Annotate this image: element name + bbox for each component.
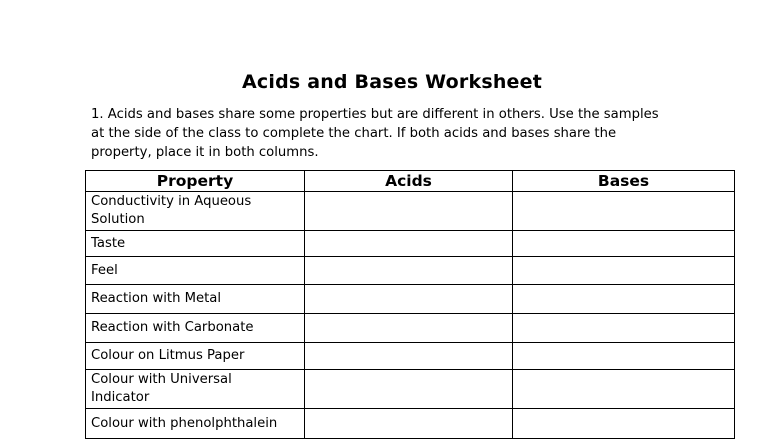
- header-property: Property: [86, 171, 305, 192]
- acids-cell[interactable]: [305, 314, 513, 343]
- table-row: [86, 409, 735, 439]
- property-cell: [86, 192, 305, 231]
- property-label: Colour with phenolphthalein: [91, 415, 278, 431]
- table-row: [86, 192, 735, 231]
- bases-cell[interactable]: [513, 343, 735, 370]
- bases-cell[interactable]: [513, 409, 735, 439]
- acids-cell[interactable]: [305, 257, 513, 285]
- bases-cell[interactable]: [513, 285, 735, 314]
- table-row: [86, 231, 735, 257]
- acids-cell[interactable]: [305, 285, 513, 314]
- properties-chart: [85, 170, 735, 439]
- acids-cell[interactable]: [305, 370, 513, 409]
- property-label: Colour with Universal: [91, 372, 232, 387]
- property-cell: [86, 343, 305, 370]
- instructions-line: 1. Acids and bases share some properties but are different in others. Use the samples: [91, 107, 659, 122]
- acids-cell[interactable]: [305, 343, 513, 370]
- property-cell: [86, 285, 305, 314]
- property-label: Taste: [91, 235, 126, 251]
- property-label: Indicator: [91, 390, 150, 405]
- bases-cell[interactable]: [513, 257, 735, 285]
- property-label: Feel: [91, 262, 118, 278]
- property-cell: [86, 314, 305, 343]
- instructions-line: at the side of the class to complete the chart. If both acids and bases share the: [91, 126, 617, 141]
- table-row: [86, 370, 735, 409]
- instructions: [91, 105, 701, 162]
- acids-cell[interactable]: [305, 192, 513, 231]
- property-label: Reaction with Carbonate: [91, 320, 254, 335]
- acids-cell[interactable]: [305, 231, 513, 257]
- property-label: Colour on Litmus Paper: [91, 348, 245, 363]
- bases-cell[interactable]: [513, 370, 735, 409]
- header-acids: Acids: [305, 171, 513, 192]
- header-row: [86, 171, 735, 192]
- property-cell: [86, 257, 305, 285]
- property-cell: [86, 409, 305, 439]
- property-label: Solution: [91, 212, 145, 227]
- header-bases: Bases: [513, 171, 735, 192]
- property-label: Reaction with Metal: [91, 291, 222, 306]
- instructions-line: property, place it in both columns.: [91, 145, 319, 160]
- worksheet-title: Acids and Bases Worksheet: [241, 71, 543, 93]
- table-row: [86, 343, 735, 370]
- bases-cell[interactable]: [513, 231, 735, 257]
- acids-cell[interactable]: [305, 409, 513, 439]
- property-cell: [86, 370, 305, 409]
- table-row: [86, 257, 735, 285]
- table-row: [86, 285, 735, 314]
- table-row: [86, 314, 735, 343]
- bases-cell[interactable]: [513, 192, 735, 231]
- property-label: Conductivity in Aqueous: [91, 194, 252, 209]
- property-cell: [86, 231, 305, 257]
- bases-cell[interactable]: [513, 314, 735, 343]
